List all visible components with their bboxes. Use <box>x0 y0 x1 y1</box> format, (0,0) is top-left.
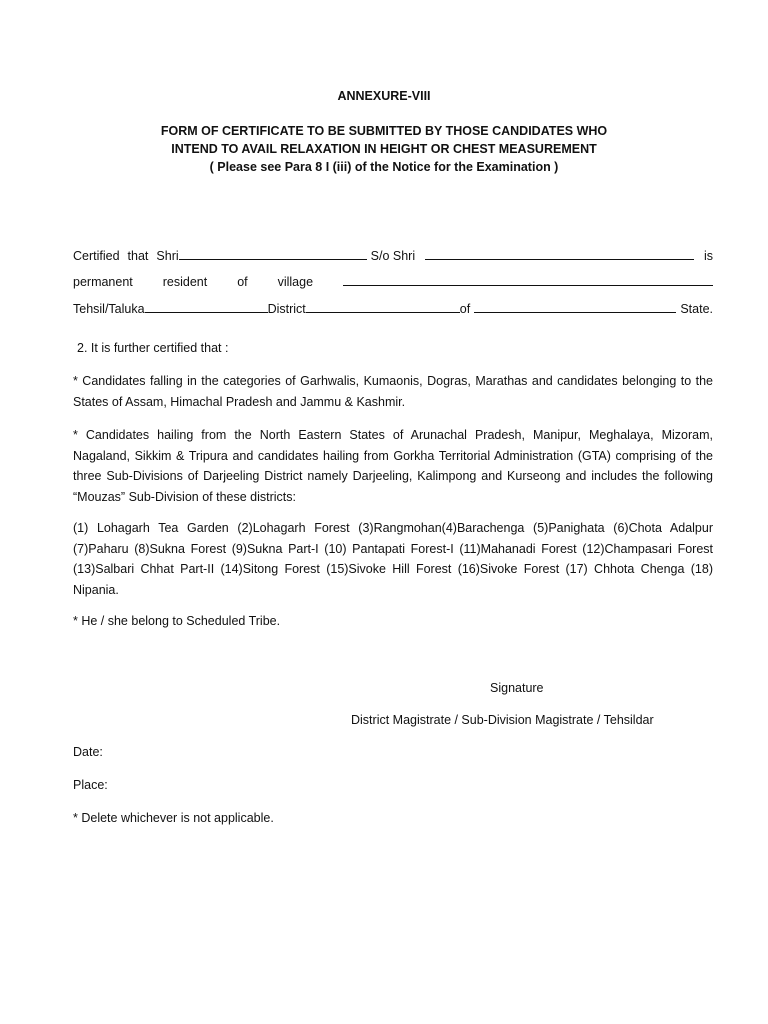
place-label: Place: <box>73 778 108 792</box>
district-label: District <box>267 302 306 316</box>
form-title-line-1: FORM OF CERTIFICATE TO BE SUBMITTED BY THOSE CANDIDATES WHO <box>160 124 608 138</box>
of-state-label: of <box>459 302 471 316</box>
delete-note: * Delete whichever is not applicable. <box>73 811 274 825</box>
tehsil-label: Tehsil/Taluka <box>73 302 145 316</box>
signatory-designation: District Magistrate / Sub-Division Magistrate / Tehsildar <box>351 713 654 727</box>
form-title-line-2: INTEND TO AVAIL RELAXATION IN HEIGHT OR CHEST MEASUREMENT <box>171 142 597 156</box>
category-paragraph-1: * Candidates falling in the categories of Garhwalis, Kumaonis, Dogras, Marathas and candidates belonging to the States of Assam, Himachal Pradesh and Jammu & Kashmir. <box>73 374 713 409</box>
tehsil-blank[interactable] <box>145 300 268 313</box>
of-word: of <box>237 275 248 289</box>
date-label: Date: <box>73 745 103 759</box>
annexure-title: ANNEXURE-VIII <box>337 89 431 103</box>
village-word: village <box>277 275 314 289</box>
that-word: that <box>127 249 149 263</box>
scheduled-tribe-line: * He / she belong to Scheduled Tribe. <box>73 614 281 628</box>
certificate-line-3 <box>73 300 713 318</box>
permanent-word: permanent <box>73 275 133 289</box>
village-blank[interactable] <box>343 273 713 286</box>
signature-label: Signature <box>490 681 544 695</box>
certificate-line-1 <box>73 247 713 265</box>
certificate-line-2 <box>73 273 713 291</box>
further-certified-heading: 2. It is further certified that : <box>77 341 229 355</box>
form-reference-note: ( Please see Para 8 I (iii) of the Notice for the Examination ) <box>209 160 559 174</box>
state-blank[interactable] <box>474 300 676 313</box>
father-name-blank[interactable] <box>425 247 694 260</box>
state-word: State. <box>680 302 713 316</box>
resident-word: resident <box>162 275 208 289</box>
candidate-name-blank[interactable] <box>179 247 367 260</box>
son-of-shri-label: S/o Shri <box>370 249 416 263</box>
shri-word: Shri <box>156 249 179 263</box>
mouzas-list-paragraph: (1) Lohagarh Tea Garden (2)Lohagarh Forest (3)Rangmohan(4)Barachenga (5)Panighata (6)Chota Adalpur (7)Paharu (8)Sukna Forest (9)Sukna Part-I (10) Pantapati Forest-I (11)Mahanadi Forest (12)Champasari Forest (13)Salbari Chhat Part-II (14)Sitong Forest (15)Sivoke Hill Forest (16)Sivoke Forest (17) Chhota Chenga (18) Nipania. <box>73 521 713 597</box>
district-blank[interactable] <box>306 300 460 313</box>
category-paragraph-2: * Candidates hailing from the North Eastern States of Arunachal Pradesh, Manipur, Meghalaya, Mizoram, Nagaland, Sikkim & Tripura and candidates hailing from Gorkha Territorial Administration (GTA) comprising of the three Sub-Divisions of Darjeeling District namely Darjeeling, Kalimpong and Kurseong and includes the following “Mouzas” Sub-Division of these districts: <box>73 428 713 504</box>
certified-word: Certified <box>73 249 120 263</box>
is-word: is <box>703 249 713 263</box>
